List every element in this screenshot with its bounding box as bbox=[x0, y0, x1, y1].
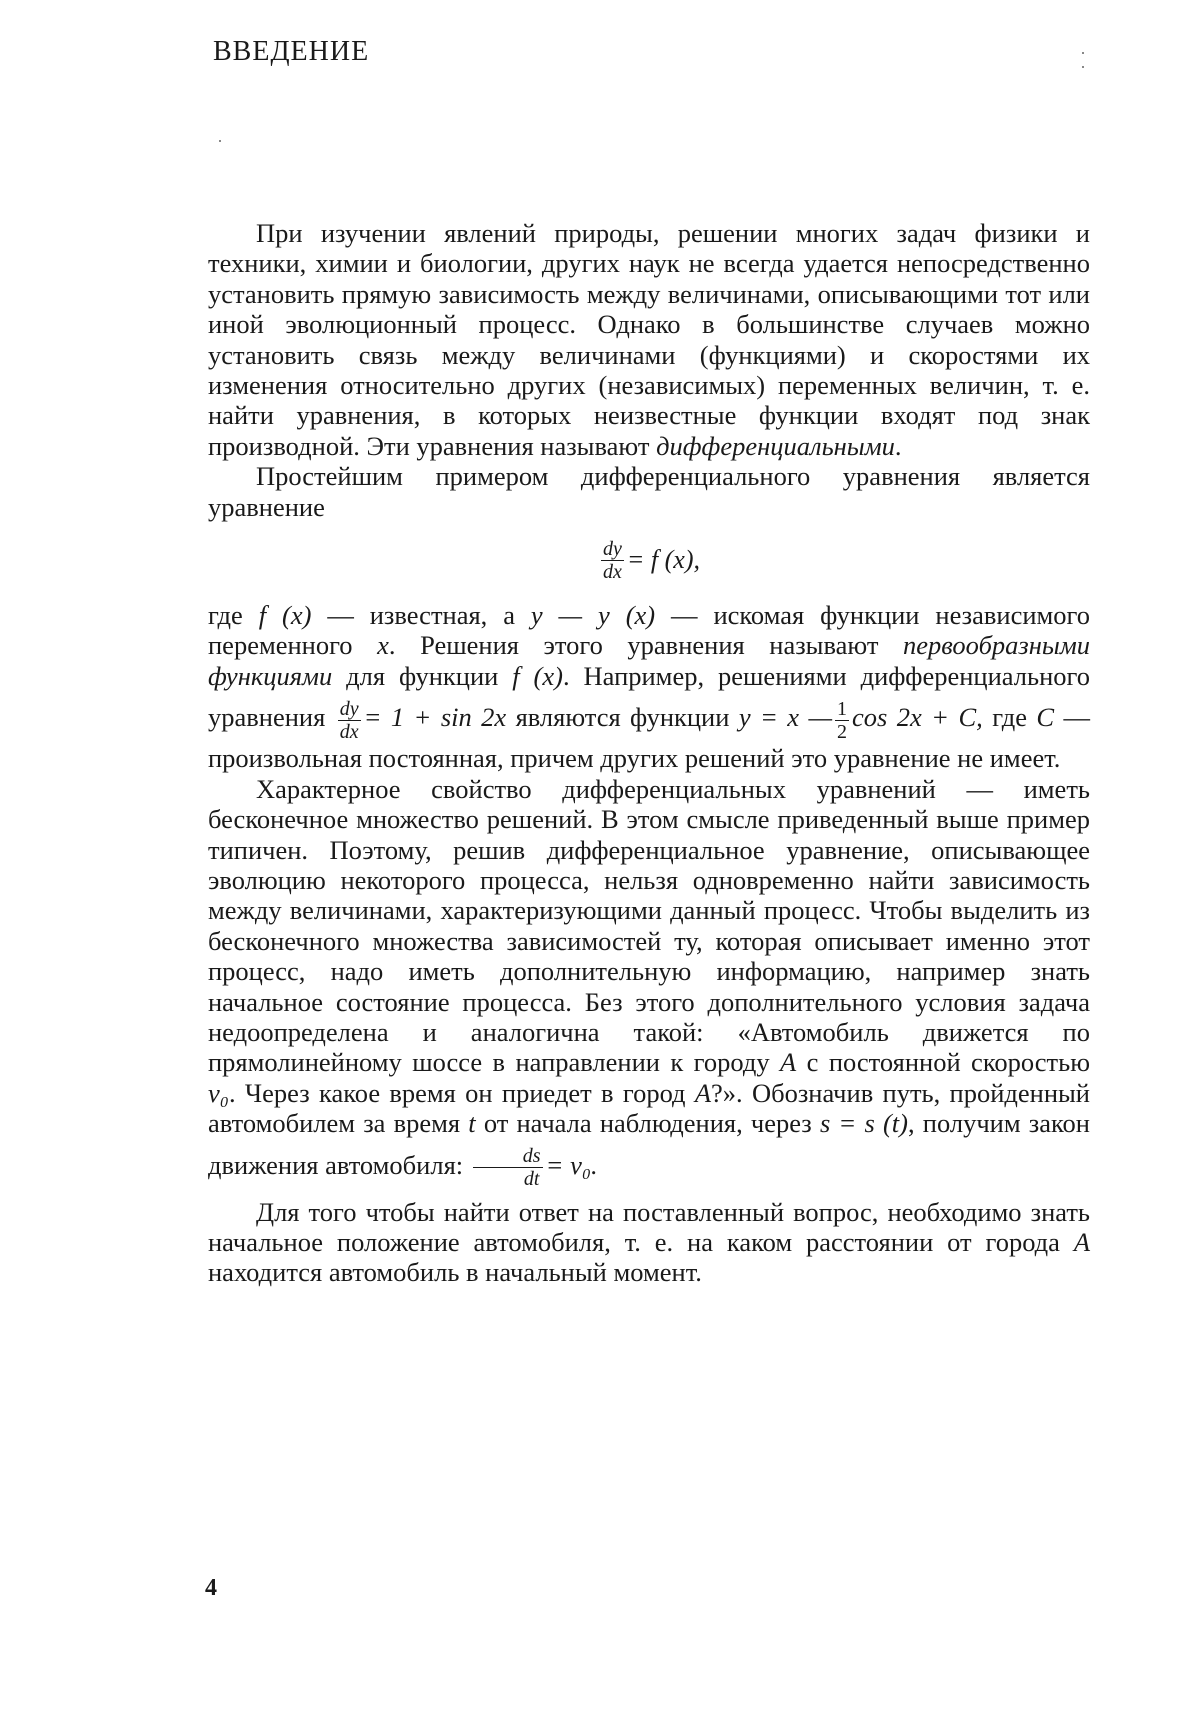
math-C: C bbox=[1036, 702, 1055, 733]
text: от начала наблюдения, через bbox=[475, 1108, 820, 1139]
section-heading: ВВЕДЕНИЕ bbox=[213, 36, 370, 67]
math-A: A bbox=[780, 1047, 797, 1078]
text: являются функции bbox=[506, 702, 739, 733]
scan-speck bbox=[1082, 52, 1084, 54]
fraction-denominator: 2 bbox=[837, 720, 848, 743]
term-differential: дифференциальными bbox=[656, 430, 895, 461]
text: . Решения этого уравнения называют bbox=[388, 630, 903, 661]
fraction-numerator: 1 bbox=[837, 697, 848, 720]
text: для функции bbox=[332, 660, 513, 691]
text: ?». Обозначив путь, пройденный автомобилем за время bbox=[208, 1077, 1090, 1139]
text: где bbox=[208, 600, 259, 631]
scan-speck bbox=[1082, 66, 1084, 68]
page-number: 4 bbox=[205, 1575, 217, 1601]
text: . Например, решениями дифференциального уравнения bbox=[208, 660, 1090, 733]
paragraph-1-end: . bbox=[894, 430, 902, 461]
fraction-numerator: dy bbox=[602, 537, 622, 560]
text: — искомая функции независимого переменного bbox=[208, 600, 1091, 661]
math-A: A bbox=[694, 1077, 712, 1108]
fraction-numerator: ds bbox=[473, 1145, 543, 1168]
paragraph-2-text: Простейшим примером дифференциального уравнения является уравнение bbox=[208, 461, 1090, 522]
body-text bbox=[208, 218, 1090, 1288]
math-v0: v₀ bbox=[208, 1077, 229, 1108]
paragraph-3 bbox=[208, 600, 1090, 774]
equation-rhs: = 1 + sin 2x bbox=[363, 702, 507, 733]
math-fx: f (x) bbox=[258, 600, 312, 631]
text: с постоянной скоростью bbox=[796, 1047, 1090, 1078]
equation-3 bbox=[738, 697, 983, 743]
text: , получим закон движения автомобиля: bbox=[208, 1108, 1090, 1180]
paragraph-2 bbox=[208, 461, 1090, 522]
paragraph-1 bbox=[208, 218, 1090, 461]
equation-rhs: = f (x), bbox=[626, 544, 700, 574]
fraction-dy-dx bbox=[338, 698, 361, 743]
fraction-denominator: dt bbox=[523, 1167, 540, 1190]
text: где bbox=[982, 702, 1037, 733]
fraction-denominator: dx bbox=[602, 560, 622, 583]
paragraph-1-text: При изучении явлений природы, решении многих задач физики и техники, химии и биологии, других наук не всегда удается непосредственно установить прямую зависимость между величинами, описывающими тот или иной эволюционный процесс. Однако в большинстве случаев можно установить связь между величинами (функциями) и скоростями их изменения относительно других (независимых) переменных величин, т. е. найти уравнения, в которых неизвестные функции входят под знак производной. Эти уравнения называют bbox=[208, 218, 1090, 461]
paragraph-4 bbox=[208, 774, 1090, 1191]
fraction-ds-dt bbox=[473, 1145, 543, 1190]
math-y: y — y (x) bbox=[530, 600, 656, 631]
equation-4 bbox=[470, 1144, 598, 1190]
text: — произвольная постоянная, причем других решений это уравнение не имеет. bbox=[208, 702, 1091, 774]
equation-2 bbox=[335, 697, 507, 743]
math-A: A bbox=[1073, 1226, 1090, 1257]
math-s: s = s (t) bbox=[819, 1108, 908, 1139]
text: . Через какое время он приедет в город bbox=[228, 1077, 695, 1108]
text: — известная, а bbox=[311, 600, 531, 631]
term-antiderivative: первообразными функциями bbox=[208, 630, 1090, 691]
fraction-numerator: dy bbox=[339, 697, 359, 720]
math-x: x bbox=[377, 630, 389, 661]
paragraph-5 bbox=[208, 1197, 1090, 1288]
equation-lhs: y = x — bbox=[738, 702, 833, 733]
text: Характерное свойство дифференциальных уравнений — иметь бесконечное множество решений. В этом смысле приведенный выше пример типичен. Поэтому, решив дифференциальное уравнение, описывающее эволюцию некоторого процесса, нельзя одновременно найти зависимость между величинами, характеризующими данный процесс. Чтобы выделить из бесконечного множества зависимостей ту, которая описывает именно этот процесс, надо иметь дополнительную информацию, например знать начальное состояние процесса. Без этого дополнительного условия задача недоопределена и аналогична такой: «Автомобиль движется по прямолинейному шоссе в направлении к городу bbox=[208, 773, 1090, 1078]
fraction-denominator: dx bbox=[339, 720, 359, 743]
fraction-one-half bbox=[835, 698, 849, 743]
text: Для того чтобы найти ответ на поставленный вопрос, необходимо знать начальное положение автомобиля, т. е. на каком расстоянии от города bbox=[208, 1196, 1090, 1257]
math-t: t bbox=[468, 1108, 476, 1139]
math-fx: f (x) bbox=[512, 660, 563, 691]
scan-speck bbox=[219, 140, 221, 142]
text: находится автомобиль в начальный момент. bbox=[208, 1257, 702, 1288]
equation-rhs: = v₀. bbox=[545, 1149, 598, 1180]
equation-1 bbox=[208, 530, 1090, 590]
fraction-dy-dx bbox=[601, 538, 624, 583]
equation-rhs: cos 2x + C, bbox=[852, 702, 983, 733]
